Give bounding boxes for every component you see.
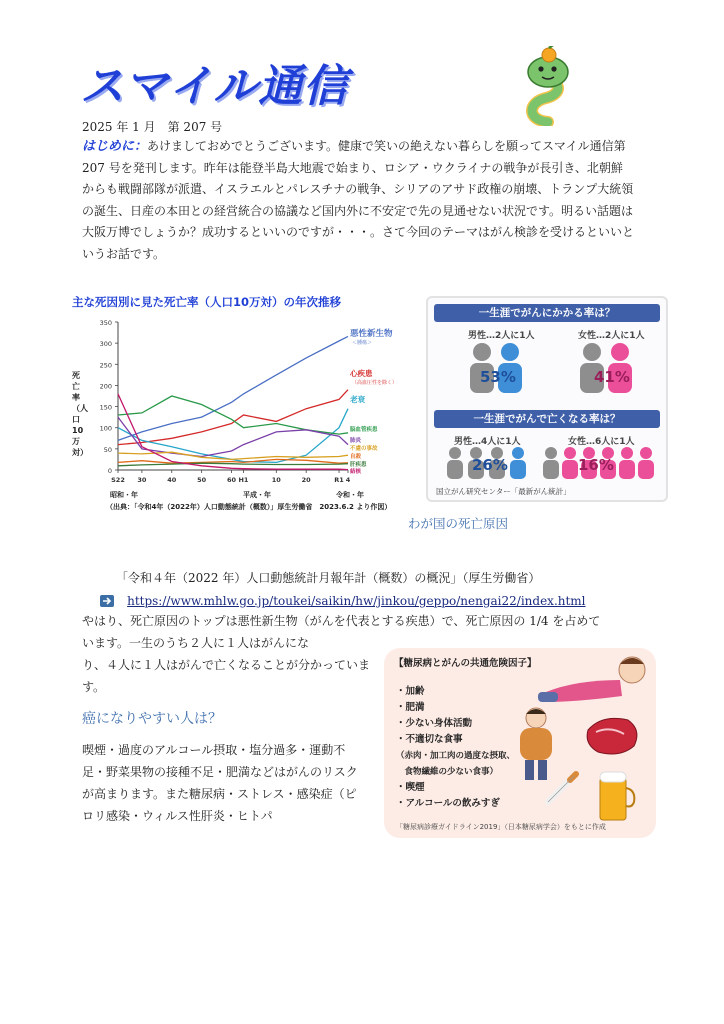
- series-label: 肝疾患: [350, 462, 367, 468]
- risk-item: （赤肉・加工肉の過度な摂取、: [396, 751, 516, 761]
- risk-item: ・加齢: [396, 686, 425, 697]
- chart-source: （出典：「令和4年（2022年）人口動態統計（概数）」厚生労働省 2023.6.2 より作図）: [106, 503, 392, 511]
- male-incidence-percent: 53%: [480, 368, 516, 386]
- stats-source: 国立がん研究センター「最新がん統計」: [436, 487, 571, 496]
- newsletter-title: スマイル通信: [80, 61, 349, 112]
- series-line-5: [118, 452, 348, 459]
- series-label: 肺炎: [350, 438, 362, 444]
- x-tick-label: 10: [271, 476, 281, 484]
- intro-label: はじめに：: [82, 139, 148, 154]
- series-line-7: [118, 463, 348, 466]
- body-line-4: す。: [82, 680, 106, 694]
- x-tick-label: 30: [137, 476, 147, 484]
- y-tick-label: 50: [103, 445, 112, 454]
- section-heading: 癌になりやすい人は？: [82, 711, 222, 727]
- y-tick-label: 150: [99, 403, 112, 412]
- reference-link-row: [100, 590, 586, 613]
- x-tick-label: H1: [238, 476, 249, 484]
- stats-band-incidence: 一生涯でがんにかかる率は？: [434, 304, 660, 322]
- risk-source: 「糖尿病診療ガイドライン2019」（日本糖尿病学会）をもとに作成: [396, 823, 606, 831]
- intro-paragraph: [82, 136, 634, 265]
- y-tick-label: 250: [99, 361, 112, 370]
- female-incidence: 女性…2人に1人: [578, 331, 645, 341]
- beer-mug-icon: [596, 768, 636, 824]
- mortality-chart: [70, 310, 420, 510]
- male-mortality: 男性…4人に1人: [454, 437, 521, 447]
- female-incidence-percent: 41%: [594, 368, 630, 386]
- body-line-1: やはり、死亡原因のトップは悪性新生物（がんを代表とする疾患）で、死亡原因の 1/4 を占めて: [82, 614, 601, 628]
- body-line-2: います。一生のうち２人に１人はがんにな: [82, 636, 310, 650]
- section-line-3: が高まります。また糖尿病・ストレス・感染症（ピ: [82, 787, 357, 801]
- risk-item: ・肥満: [396, 702, 425, 713]
- section-line-2: 足・野菜果物の接種不足・肥満などはがんのリスク: [82, 765, 358, 779]
- snake-mascot-icon: [518, 46, 582, 126]
- intro-text: あけましておめでとうございます。健康で笑いの絶えない暮らしを願ってスマイル通信第 207 号を発刊します。昨年は能登半島大地震で始まり、ロシア・ウクライナの戦争が長引き、北朝鮮からも戦闘部隊が派遣、イスラエルとパレスチナの戦争、シリアのアサド政権の崩壊、トランプ大統領の誕生、日産の本田との経営統合の協議など国内外に不安定で先の見通せない状況です。明るい話題は大阪万博でしょうか？成功するといいのですが・・・。さて今回のテーマはがん検診を受けるといいというお話です。: [82, 139, 635, 261]
- y-tick-label: 100: [99, 424, 112, 433]
- series-label: 結核: [350, 469, 362, 475]
- figure-caption: わが国の死亡原因: [408, 516, 509, 531]
- series-label: 不慮の事故: [350, 446, 378, 452]
- chart-title: 主な死因別に見た死亡率（人口10万対）の年次推移: [72, 295, 342, 309]
- female-mortality-percent: 16%: [578, 456, 614, 474]
- series-label: 脳血管疾患: [350, 427, 378, 433]
- x-tick-label: 50: [197, 476, 207, 484]
- series-line-2: [118, 409, 348, 463]
- risk-item: ・不適切な食事: [396, 734, 463, 745]
- series-note: ＜腫瘍＞: [352, 340, 373, 346]
- issue-number: 2025 年 1 月 第 207 号: [82, 120, 223, 134]
- risk-title: 【糖尿病とがんの共通危険因子】: [394, 658, 537, 669]
- reference-citation: 「令和４年（2022 年）人口動態統計月報年計（概数）の概況」（厚生労働省）: [116, 571, 541, 585]
- risk-item: ・少ない身体活動: [396, 718, 473, 729]
- x-tick-label: 4: [345, 476, 351, 484]
- y-tick-label: 300: [99, 340, 112, 349]
- stats-band-mortality: 一生涯でがんで亡くなる率は？: [434, 410, 660, 428]
- male-mortality-percent: 26%: [472, 456, 508, 474]
- era-showa: 昭和・年: [110, 491, 138, 499]
- risk-item: ・アルコールの飲みすぎ: [396, 798, 500, 809]
- risk-list: [396, 684, 515, 812]
- x-tick-label: 60: [226, 476, 237, 484]
- x-tick-label: S22: [111, 476, 125, 484]
- y-tick-label: 200: [99, 382, 112, 391]
- series-line-1: [118, 390, 348, 445]
- lying-person-icon: [536, 650, 654, 710]
- section-line-1: 喫煙・過度のアルコール摂取・塩分過多・運動不: [82, 743, 346, 757]
- series-label: 悪性新生物: [350, 329, 393, 339]
- arrow-right-icon: [100, 595, 114, 607]
- cancer-stats-panel: [426, 296, 668, 502]
- risk-item: 食物繊維の少ない食事）: [396, 767, 499, 777]
- series-label: 老衰: [350, 395, 365, 404]
- section-line-4: ロリ感染・ウィルス性肝炎・ヒトパ: [82, 809, 273, 823]
- era-heisei: 平成・年: [243, 491, 271, 499]
- red-meat-icon: [584, 712, 642, 760]
- chart-ylabel: 死亡率（人口10万対）: [72, 371, 88, 457]
- series-line-0: [118, 336, 348, 440]
- cigarette-icon: [542, 768, 582, 808]
- risk-factor-panel: [384, 648, 656, 838]
- male-incidence: 男性…2人に1人: [468, 331, 535, 341]
- series-note: （高血圧性を除く）: [352, 380, 398, 386]
- x-tick-label: 40: [167, 476, 177, 484]
- reference-url-link[interactable]: https://www.mhlw.go.jp/toukei/saikin/hw/jinkou/geppo/nengai22/index.html: [127, 594, 586, 608]
- female-mortality: 女性…6人に1人: [568, 437, 635, 447]
- series-label: 心疾患: [350, 369, 373, 378]
- x-tick-label: R1: [334, 476, 344, 484]
- risk-item: ・喫煙: [396, 782, 425, 793]
- body-line-3: り、４人に１人はがんで亡くなることが分かっていま: [82, 658, 371, 672]
- y-tick-label: 0: [107, 467, 112, 475]
- era-reiwa: 令和・年: [336, 491, 364, 499]
- y-tick-label: 350: [99, 319, 112, 327]
- x-tick-label: 20: [301, 476, 311, 484]
- series-label: 自殺: [350, 454, 362, 460]
